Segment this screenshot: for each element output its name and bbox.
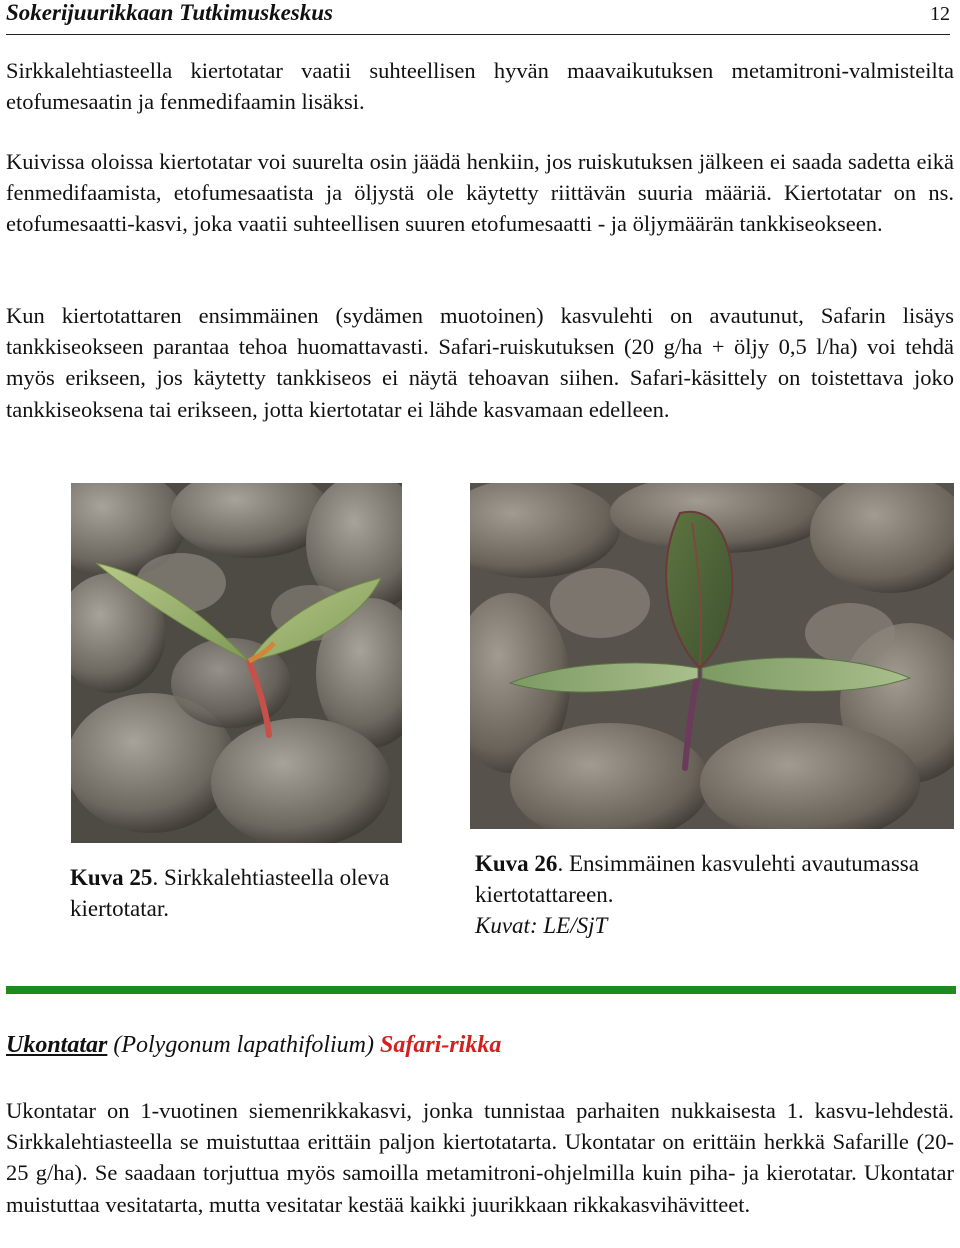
header-rule (6, 34, 950, 35)
photo-seedling-first-leaf (470, 483, 954, 829)
figure-26-caption (475, 848, 945, 941)
paragraph-1: Sirkkalehtiasteella kiertotatar vaatii suhteellisen hyvän maavaikutuksen metamitroni-valmisteilta etofumesaatin ja fenmedifaamin lisäksi. (6, 58, 954, 115)
figure-26-text: . Ensimmäinen kasvulehti avautumassa kiertotattareen. (475, 851, 919, 907)
safari-weed-tag: Safari-rikka (380, 1032, 502, 1058)
species-latin-name: (Polygonum lapathifolium) (113, 1032, 374, 1058)
page-number: 12 (930, 3, 950, 25)
paragraph-3: Kun kiertotattaren ensimmäinen (sydämen muotoinen) kasvulehti on avautunut, Safarin lisäys tankkiseokseen parantaa tehoa huomattavasti. Safari-ruiskutuksen (20 g/ha + öljy 0,5 l/ha) voi tehdä myös erikseen, jos käytetty tankkiseos ei näytä tehoavan siihen. Safari-käsittely on toistettava joko tankkiseoksena tai erikseen, jotta kiertotatar ei lähde kasvamaan edelleen. (6, 303, 954, 422)
header-title: Sokerijuurikkaan Tutkimuskeskus (6, 0, 333, 25)
figure-26-label: Kuva 26 (475, 851, 558, 876)
figure-25-label: Kuva 25 (70, 865, 153, 890)
photo-credit: Kuvat: LE/SjT (475, 913, 608, 938)
figure-25-caption (70, 862, 430, 924)
figure-25-text: . Sirkkalehtiasteella oleva kiertotatar. (70, 865, 390, 921)
photo-seedling-cotyledons (71, 483, 402, 843)
section-heading (6, 1032, 501, 1059)
species-name: Ukontatar (6, 1032, 108, 1058)
paragraph-4: Ukontatar on 1-vuotinen siemenrikkakasvi, jonka tunnistaa parhaiten nukkaisesta 1. kasvu-lehdestä. Sirkkalehtiasteella se muistuttaa erittäin paljon kiertotatarta. Ukontatar on erittäin herkkä Safarille (20-25 g/ha). Se saadaan torjuttua myös samoilla metamitroni-ohjelmilla kuin piha- ja kierotatar. Ukontatar muistuttaa vesitatarta, mutta vesitatar kestää kaikki juurikkaan rikkakasvihävitteet. (6, 1098, 954, 1217)
paragraph-2: Kuivissa oloissa kiertotatar voi suurelta osin jäädä henkiin, jos ruiskutuksen jälkeen ei saada sadetta eikä fenmedifaamista, etofumesaatista ja öljystä ole käytetty riittävän suuria määriä. Kiertotatar on ns. etofumesaatti-kasvi, joka vaatii suhteellisen suuren etofumesaatti - ja öljymäärän tankkiseokseen. (6, 149, 954, 237)
section-divider (6, 986, 956, 994)
